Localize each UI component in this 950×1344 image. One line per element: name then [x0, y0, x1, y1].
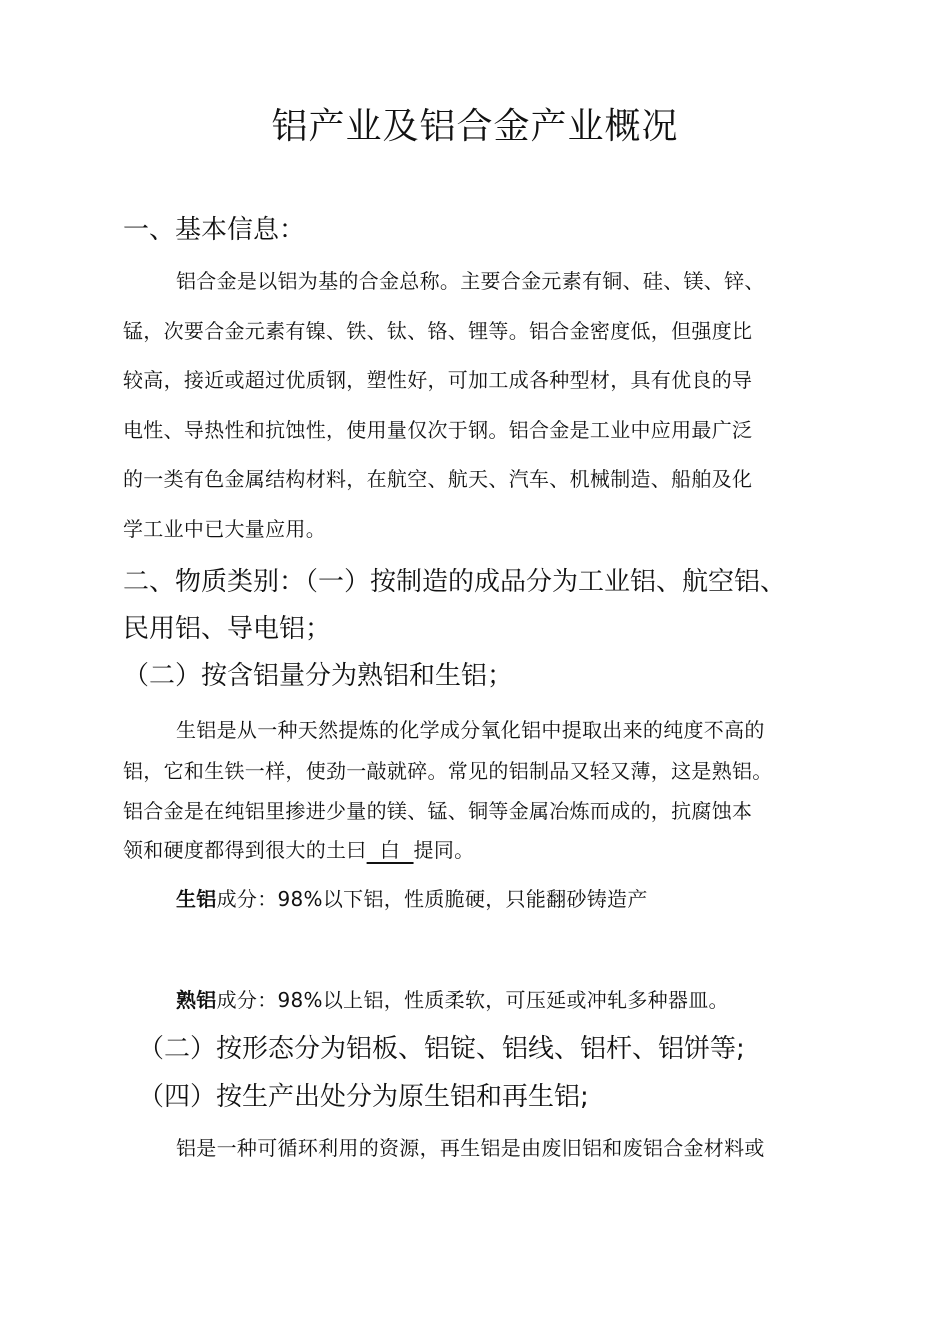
paragraph-1-line-6: 学工业中已大量应用。: [123, 517, 326, 541]
cooked-aluminum-description: 成分：98%以上铝，性质柔软，可压延或冲轧多种器皿。: [216, 988, 729, 1012]
document-title: 铝产业及铝合金产业概况: [271, 106, 679, 147]
section-2-heading-line-2: 民用铝、导电铝；: [123, 614, 332, 644]
paragraph-2-line-1: 生铝是从一种天然提炼的化学成分氧化铝中提取出来的纯度不高的: [176, 718, 765, 742]
raw-aluminum-description: 成分：98%以下铝，性质脆硬，只能翻砂铸造产: [216, 887, 648, 911]
subsection-origin: （四）按生产出处分为原生铝和再生铝;: [138, 1082, 589, 1112]
paragraph-2-line-4-end: 提同。: [413, 838, 475, 862]
cooked-aluminum-composition: [176, 984, 729, 1013]
paragraph-2-line-2: 铝，它和生铁一样，使劲一敲就碎。常见的铝制品又轻又薄，这是熟铝。: [123, 759, 773, 783]
raw-aluminum-composition: [176, 883, 648, 912]
subsection-aluminum-content: （二）按含铝量分为熟铝和生铝；: [123, 661, 514, 691]
cooked-aluminum-term: 熟铝: [176, 988, 217, 1012]
paragraph-2-line-4: [123, 834, 474, 863]
paragraph-1-line-5: 的一类有色金属结构材料，在航空、航天、汽车、机械制造、船舶及化: [123, 467, 753, 491]
paragraph-3-line-1: 铝是一种可循环利用的资源，再生铝是由废旧铝和废铝合金材料或: [176, 1136, 765, 1160]
paragraph-1-line-4: 电性、导热性和抗蚀性，使用量仅次于钢。铝合金是工业中应用最广泛: [123, 418, 753, 442]
paragraph-1-line-1: 铝合金是以铝为基的合金总称。主要合金元素有铜、硅、镁、锌、: [176, 269, 765, 293]
subsection-form: （二）按形态分为铝板、铝锭、铝线、铝杆、铝饼等;: [138, 1034, 745, 1064]
paragraph-1-line-2: 锰，次要合金元素有镍、铁、钛、铬、锂等。铝合金密度低，但强度比: [123, 319, 753, 343]
section-1-heading: 一、基本信息：: [123, 215, 306, 245]
raw-aluminum-term: 生铝: [176, 887, 217, 911]
paragraph-1-line-3: 较高，接近或超过优质钢，塑性好，可加工成各种型材，具有优良的导: [123, 368, 753, 392]
paragraph-2-line-4-text: 领和硬度都得到很大的土曰: [123, 838, 367, 862]
paragraph-2-line-3: 铝合金是在纯铝里掺进少量的镁、锰、铜等金属冶炼而成的，抗腐蚀本: [123, 799, 753, 823]
section-2-heading-line-1: 二、物质类别：（一）按制造的成品分为工业铝、航空铝、: [123, 567, 787, 597]
underlined-word: 白: [366, 838, 414, 862]
